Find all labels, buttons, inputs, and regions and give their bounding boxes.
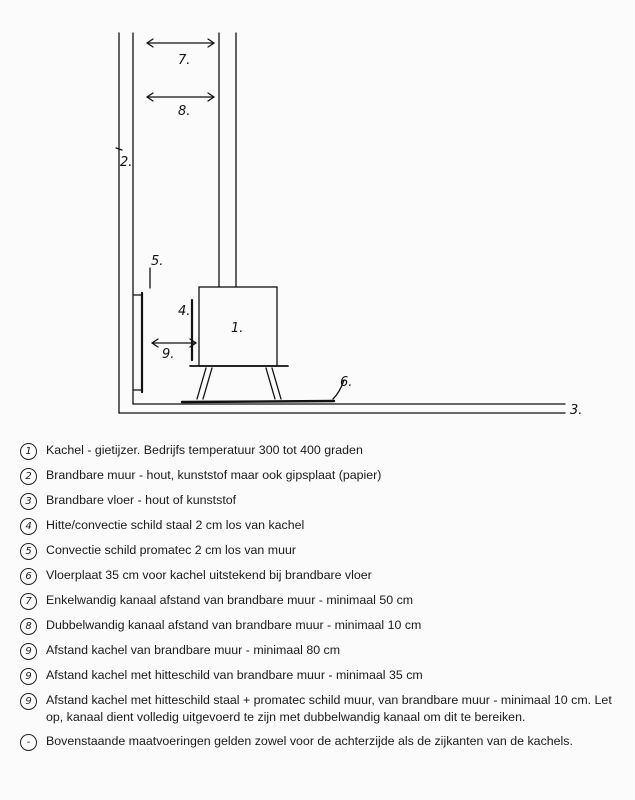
- legend-text: Dubbelwandig kanaal afstand van brandbare muur - minimaal 10 cm: [46, 618, 422, 632]
- floor-plate: [182, 401, 334, 402]
- legend-text: Brandbare vloer - hout of kunststof: [46, 493, 237, 507]
- legend-item: [20, 567, 620, 585]
- label-5: 5.: [151, 254, 164, 269]
- legend-marker: 9: [20, 643, 37, 660]
- legend-list: [20, 442, 620, 758]
- legend-marker: 7: [20, 593, 37, 610]
- legend-item: [20, 667, 620, 685]
- legend-marker: 9: [20, 668, 37, 685]
- legend-marker: 2: [20, 468, 37, 485]
- legend-item: [20, 692, 620, 726]
- legend-text: Afstand kachel met hitteschild staal + promatec schild muur, van brandbare muur - minimaal 10 cm. Let op, kanaal dient volledig uitgevoerd te zijn met dubbelwandig kanaal om dit te bereiken.: [46, 693, 612, 724]
- legend-text: Enkelwandig kanaal afstand van brandbare muur - minimaal 50 cm: [46, 593, 414, 607]
- legend-text: Bovenstaande maatvoeringen gelden zowel voor de achterzijde als de zijkanten van de kachels.: [46, 734, 573, 748]
- stove-leg-right: [266, 368, 281, 399]
- legend-text: Hitte/convectie schild staal 2 cm los van kachel: [46, 518, 305, 532]
- label-4: 4.: [178, 304, 191, 319]
- dimension-arrow-8: [147, 93, 214, 101]
- label-2: 2.: [120, 155, 133, 170]
- legend-marker: 1: [20, 443, 37, 460]
- legend-text: Afstand kachel van brandbare muur - minimaal 80 cm: [46, 643, 341, 657]
- legend-item: [20, 592, 620, 610]
- legend-marker: 4: [20, 518, 37, 535]
- stove-leg-left: [197, 368, 212, 399]
- dimension-arrow-9: [152, 339, 196, 347]
- legend-item: [20, 733, 620, 751]
- legend-marker: 6: [20, 568, 37, 585]
- label-8: 8.: [178, 104, 191, 119]
- label-6: 6.: [340, 375, 353, 390]
- legend-item: [20, 492, 620, 510]
- legend-text: Convectie schild promatec 2 cm los van muur: [46, 543, 296, 557]
- legend-text: Brandbare muur - hout, kunststof maar ook gipsplaat (papier): [46, 468, 382, 482]
- label-9: 9.: [162, 347, 175, 362]
- label-3: 3.: [570, 403, 583, 418]
- legend-item: [20, 517, 620, 535]
- legend-marker: -: [20, 734, 37, 751]
- legend-text: Kachel - gietijzer. Bedrijfs temperatuur 300 tot 400 graden: [46, 443, 363, 457]
- label-1: 1.: [231, 321, 244, 336]
- legend-item: [20, 467, 620, 485]
- legend-marker: 9: [20, 693, 37, 710]
- legend-text: Vloerplaat 35 cm voor kachel uitstekend bij brandbare vloer: [46, 568, 372, 582]
- label-7: 7.: [178, 53, 191, 68]
- legend-text: Afstand kachel met hitteschild van brandbare muur - minimaal 35 cm: [46, 668, 423, 682]
- legend-item: [20, 542, 620, 560]
- legend-item: [20, 642, 620, 660]
- legend-marker: 3: [20, 493, 37, 510]
- dimension-arrow-7: [147, 39, 214, 47]
- legend-item: [20, 617, 620, 635]
- legend-item: [20, 442, 620, 460]
- legend-marker: 8: [20, 618, 37, 635]
- legend-marker: 5: [20, 543, 37, 560]
